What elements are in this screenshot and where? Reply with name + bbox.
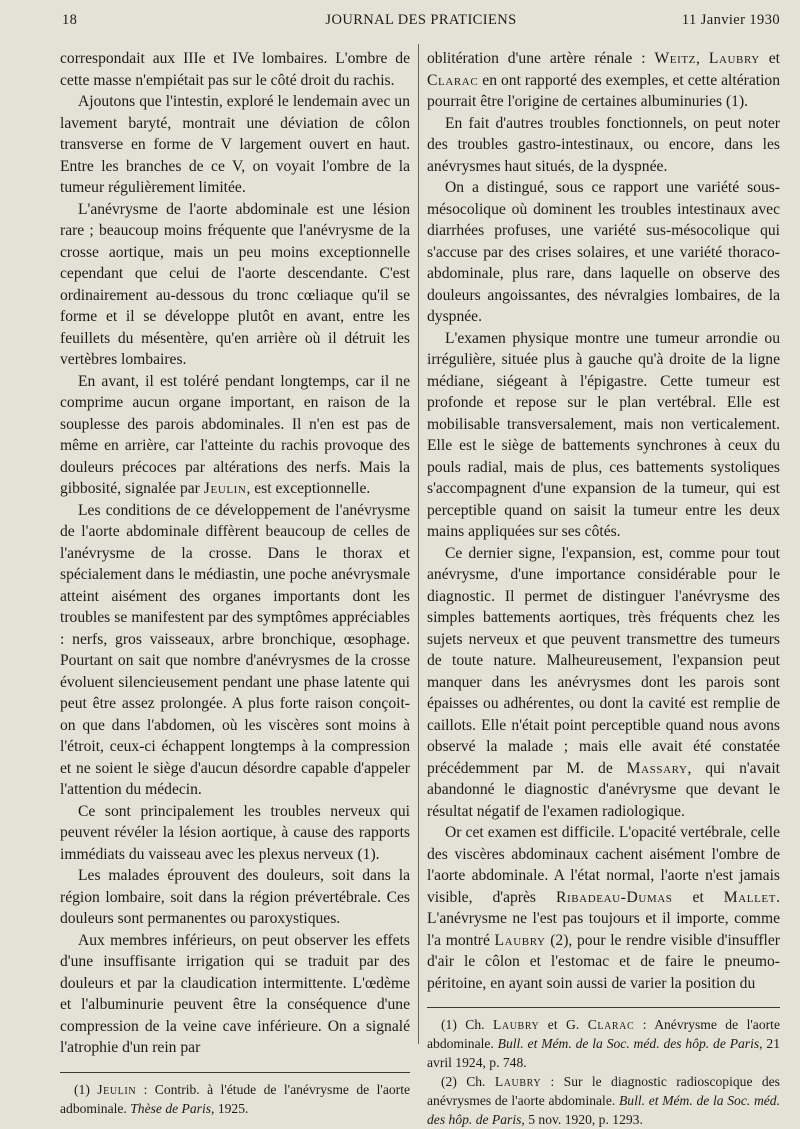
footnote-separator (60, 1072, 410, 1073)
author-name: Clarac (587, 1017, 635, 1032)
author-name: Laubry (494, 931, 546, 949)
paragraph: oblitération d'une artère rénale : Weitz, Laubry et Clarac en ont rapporté des exemples, et cette altération pourrait être l'origine de certaines albuminuries (1). (427, 50, 781, 110)
paragraph: Ajoutons que l'intestin, exploré le lendemain avec un lavement baryté, montrait une déviation de côlon transverse en forme de V largement ouvert en haut. Entre les branches de ce V, on voyait l'ombre de la tumeur régulièrement limitée. (60, 93, 410, 196)
paragraph: Or cet examen est difficile. L'opacité vertébrale, celle des viscères abdominaux cachent aisément l'ombre de l'aorte abdominale. A l'état normal, l'aorte n'est jamais visible, d'après Ribadeau-Dumas et Mallet. L'anévrysme ne l'est pas toujours et il importe, comme l'a montré Laubry (2), pour le rendre visible d'insuffler d'air le côlon et l'estomac et de faire le pneumo-péritoine, en ayant soin aussi de varier la position du (427, 824, 780, 992)
author-name: Laubry (494, 1074, 542, 1089)
author-name: Weitz (654, 50, 696, 67)
author-name: Jeulin (97, 1081, 137, 1097)
paragraph: En avant, il est toléré pendant longtemps, car il ne comprime aucun organe important, en raison de la souplesse des parois abdominales. Il n'en est pas de même en arrière, car l'atteinte du rachis provoque des douleurs précoces par altérations des nerfs. Mais la gibbosité, signalée par Jeulin, est exceptionnelle. (60, 372, 410, 497)
footnote-separator (427, 1007, 780, 1008)
footnote: (2) Ch. Laubry : Sur le diagnostic radioscopique des anévrysmes de l'aorte abdominale. Bull. et Mém. de la Soc. méd. des hôp. de Paris, 5 nov. 1920, p. 1293. (427, 1074, 780, 1127)
footnote: (1) Jeulin : Contrib. à l'étude de l'anévrysme de l'aorte adbominale. Thèse de Paris, 1925. (60, 1081, 410, 1116)
issue-date: 11 Janvier 1930 (681, 12, 780, 28)
paragraph: Ce dernier signe, l'expansion, est, comme pour tout anévrysme, d'une importance considérable pour le diagnostic. Il permet de distinguer l'anévrysme des simples battements aortiques, très fréquents chez les sujets nerveux et que peuvent transmettre des tumeurs de toute nature. Malheureusement, l'expansion peut manquer dans les anévrysmes dont les parois sont épaisses ou adhérentes, ou dont la cavité est remplie de caillots. Elle n'était point perceptible quand nous avons observé la malade ; mais elle avait été constatée précédemment par M. de Massary, qui n'avait abandonné le diagnostic d'anévrysme que devant le résultat négatif de l'examen radiologique. (427, 544, 780, 820)
paragraph: L'examen physique montre une tumeur arrondie ou irrégulière, située plus à gauche qu'à droite de la ligne médiane, siégeant à l'épigastre. Cette tumeur est profonde et repose sur le plan vertébral. Elle est mobilisable transversalement, mais non verticalement. Elle est le siège de battements synchrones à ceux du pouls radial, mais de plus, ces battements systoliques s'accompagnent d'une expansion de la tumeur, qui est perceptible quand on saisit la tumeur entre les deux mains appliquées sur ses côtés. (427, 329, 780, 540)
right-column (427, 48, 780, 1129)
paragraph: On a distingué, sous ce rapport une variété sous-mésocolique où dominent les troubles intestinaux avec diarrhées profuses, une variété sus-mésocolique qui s'accuse par des crises solaires, et une variété thoraco-abdominale, plus rare, dans laquelle on observe des douleurs angoissantes, des névralgies lombaires, de la dyspnée. (427, 179, 780, 325)
journal-title: JOURNAL DES PRATICIENS (325, 12, 517, 28)
author-name: Jeulin (203, 480, 247, 497)
paragraph: Les conditions de ce développement de l'anévrysme de l'aorte abdominale diffèrent beaucoup de celles de l'anévrysme de la crosse. Dans le thorax et spécialement dans le médiastin, une poche anévrysmale atteint aisément des organes importants dont les troubles se manifestent par des symptômes appréciables : nerfs, gros vaisseaux, arbre bronchique, œsophage. Pourtant on sait que nombre d'anévrysmes de la crosse évoluent silencieusement pendant une phase latente qui peut être assez prolongée. A plus forte raison conçoit-on que dans l'abdomen, où les viscères sont moins à l'étroit, ceux-ci échappent longtemps à la compression et ne soient le siège d'aucun désordre capable d'appeler l'attention du médecin. (60, 501, 410, 798)
paragraph: L'anévrysme de l'aorte abdominale est une lésion rare ; beaucoup moins fréquente que l'anévrysme de la crosse aortique, mais un peu moins exceptionnelle cependant que celui de l'aorte descendante. C'est ordinairement au-dessous du tronc cœliaque qu'il se forme et il se développe plutôt en avant, entre les feuillets du mésentère, qu'en arrière où il détruit les vertèbres lombaires. (60, 200, 410, 368)
paragraph: Aux membres inférieurs, on peut observer les effets d'une insuffisante irrigation qui se traduit par des douleurs et par la claudication intermittente. L'œdème et l'albuminurie peuvent être la conséquence d'une compression de la veine cave inférieure. On a signalé l'atrophie d'un rein par (60, 931, 410, 1056)
footnote: (1) Ch. Laubry et G. Clarac : Anévrysme de l'aorte abdominale. Bull. et Mém. de la Soc. méd. des hôp. de Paris, 21 avril 1924, p. 748. (427, 1017, 781, 1070)
paragraph: Ce sont principalement les troubles nerveux qui peuvent révéler la lésion aortique, à cause des rapports immédiats du vaisseau avec les plexus nerveux (1). (60, 802, 410, 863)
running-header (62, 12, 780, 34)
left-column (60, 48, 410, 1118)
paragraph: correspondait aux IIIe et IVe lombaires. L'ombre de cette masse n'empiétait pas sur le côté droit du rachis. (60, 50, 410, 89)
author-name: Clarac (427, 71, 479, 89)
page-number: 18 (62, 12, 78, 28)
author-name: Laubry (493, 1017, 540, 1032)
column-divider (418, 44, 419, 1044)
author-name: Mallet (723, 888, 777, 906)
author-name: Ribadeau-Dumas (555, 888, 673, 906)
author-name: Massary (626, 759, 688, 777)
author-name: Laubry (708, 50, 760, 67)
paragraph: Les malades éprouvent des douleurs, soit dans la région lombaire, soit dans la région prévertébrale. Ces douleurs sont permanentes ou paroxystiques. (60, 867, 410, 927)
paragraph: En fait d'autres troubles fonctionnels, on peut noter des troubles gastro-intestinaux, ou encore, dans les anévrysmes haut situés, de la dyspnée. (427, 114, 780, 175)
